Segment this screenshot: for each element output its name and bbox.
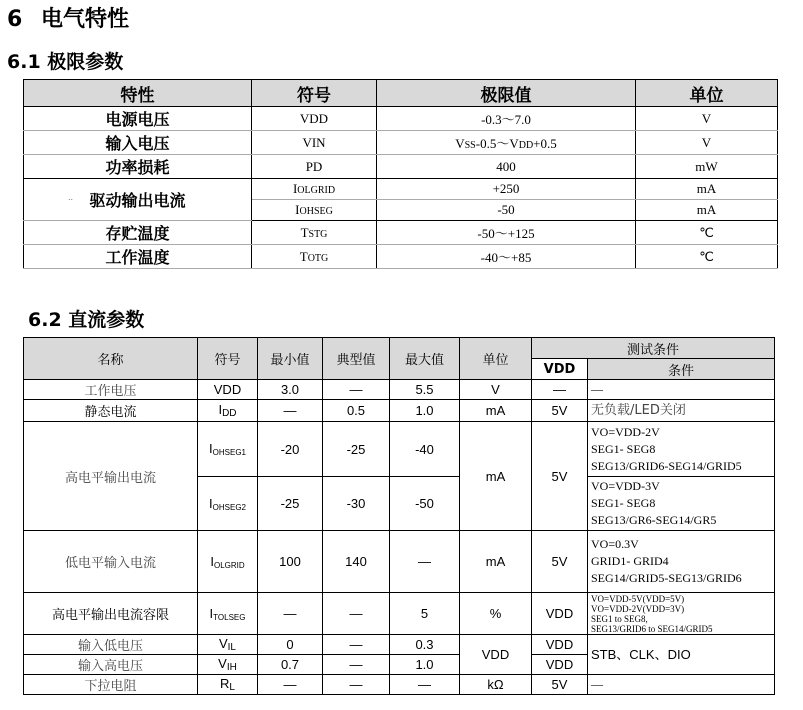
row-symbol: PD [252,155,377,179]
row-value [377,131,636,155]
row-max: — [390,675,460,695]
col-header-test-conditions: 测试条件 [532,338,775,359]
row-name: 高电平输出电流 [24,422,198,531]
row-symbol: $I_{OHSEG1}$ [198,422,258,477]
table-row [24,635,775,655]
row-symbol: VIN [252,131,377,155]
subsection-heading-dc: 6.2 直流参数 [28,309,145,331]
row-vdd: 5V [532,422,588,531]
symbol-subscript: OHSEG1 [212,448,246,457]
value-subscript: DD [518,140,534,151]
condition-line: SEG13/GRID6-SEG14/GRID5 [591,458,742,473]
row-max: — [390,531,460,593]
row-max: 1.0 [390,400,460,422]
row-unit: mA [636,200,778,221]
section-heading [7,2,129,33]
row-vdd: — [532,380,588,400]
col-header-unit: 单位 [460,338,532,380]
row-symbol: VDD [252,107,377,131]
row-unit: mA [460,422,532,531]
symbol-subscript: OTG [307,252,329,264]
table-row [24,155,778,179]
row-symbol: IOLGRID [252,179,377,200]
col-header-vdd: VDD [532,359,588,380]
row-value: 400 [377,155,636,179]
row-unit: V [636,107,778,131]
stray-mark: .. [68,193,74,202]
condition-line: GRID1- GRID4 [591,554,669,568]
condition-line: SEG1 to SEG8, [591,613,648,624]
value-text: +0.5 [533,136,557,151]
condition-line: SEG13/GRID6 to SEG14/GRID5 [591,623,713,634]
row-name: 输入高电压 [24,655,198,675]
row-vdd: VDD [532,655,588,675]
table-row [24,593,775,635]
row-symbol: $I_{OLGRID}$ [198,531,258,593]
col-header-typ: 典型值 [323,338,390,380]
table-row [24,179,778,200]
row-condition: — [588,380,775,400]
row-condition [588,477,775,531]
row-unit: % [460,593,532,635]
row-unit: V [636,131,778,155]
row-symbol: $I_{OHSEG2}$ [198,477,258,531]
row-typ: — [323,635,390,655]
row-min: 0 [258,635,323,655]
row-name: 输入低电压 [24,635,198,655]
row-max: -40 [390,422,460,477]
symbol-subscript: L [229,682,235,693]
symbol-subscript: TOLSEG [213,612,246,622]
table-header-row [24,338,775,359]
row-symbol: IOHSEG [252,200,377,221]
row-max: 0.3 [390,635,460,655]
row-min: — [258,675,323,695]
row-symbol: TOTG [252,245,377,269]
row-unit: mA [460,400,532,422]
row-symbol: VIH [198,655,258,675]
dc-parameters-table [23,337,775,695]
row-name: 工作温度 [24,245,252,269]
row-value: -50～+125 [377,221,636,245]
row-unit: mA [636,179,778,200]
symbol-subscript: OHSEG [299,206,333,217]
row-name: 静态电流 [24,400,198,422]
row-typ: 140 [323,531,390,593]
row-unit: V [460,380,532,400]
table-row [24,380,775,400]
row-min: 0.7 [258,655,323,675]
absolute-max-table [23,79,778,269]
row-min: — [258,400,323,422]
condition-line: VO=VDD-5V(VDD=5V) [591,593,685,604]
row-symbol: VIL [198,635,258,655]
condition-line: SEG13/GR6-SEG14/GR5 [591,513,717,527]
row-vdd: 5V [532,400,588,422]
row-condition: 无负载/LED关闭 [588,400,775,422]
row-typ: -25 [323,422,390,477]
row-unit: VDD [460,635,532,675]
symbol-subscript: OHSEG2 [212,502,246,512]
row-min: — [258,593,323,635]
row-typ: — [323,593,390,635]
row-name: 电源电压 [24,107,252,131]
col-header-name: 名称 [24,338,198,380]
row-unit: kΩ [460,675,532,695]
row-typ: — [323,380,390,400]
section-number: 6 [7,7,23,32]
symbol-subscript: IL [227,642,236,653]
symbol-subscript: STG [308,228,328,240]
symbol-subscript: IH [226,662,237,673]
table-row [24,245,778,269]
row-name: 低电平输入电流 [24,531,198,593]
condition-line: SEG1- SEG8 [591,496,656,510]
subsection-heading-abs: 6.1 极限参数 [7,51,124,73]
col-header-min: 最小值 [258,338,323,380]
col-header-max: 最大值 [390,338,460,380]
table-row [24,107,778,131]
row-name: 高电平输出电流容限 [24,593,198,635]
row-condition [588,531,775,593]
symbol-subscript: OLGRID [213,560,245,570]
row-max: 5.5 [390,380,460,400]
row-symbol: VDD [198,380,258,400]
row-max: -50 [390,477,460,531]
row-vdd: 5V [532,531,588,593]
condition-line: VO=VDD-2V [591,424,660,439]
row-typ: — [323,655,390,675]
row-name: 工作电压 [24,380,198,400]
condition-line: VO=VDD-3V [591,479,660,493]
row-unit: mA [460,531,532,593]
condition-line: VO=VDD-2V(VDD=3V) [591,603,685,614]
row-min: 3.0 [258,380,323,400]
col-header-symbol: 符号 [198,338,258,380]
row-symbol: RL [198,675,258,695]
row-value: -50 [377,200,636,221]
row-typ: — [323,675,390,695]
row-typ: -30 [323,477,390,531]
row-condition [588,593,775,635]
col-header-unit: 单位 [636,80,778,107]
value-text: V [509,136,519,151]
col-header-characteristic: 特性 [24,80,252,107]
row-min: -25 [258,477,323,531]
row-name: 功率损耗 [24,155,252,179]
row-max: 5 [390,593,460,635]
row-max: 1.0 [390,655,460,675]
row-unit: mW [636,155,778,179]
symbol-subscript: DD [222,408,237,419]
col-header-symbol: 符号 [252,80,377,107]
col-header-limit: 极限值 [377,80,636,107]
table-row [24,221,778,245]
condition-line: SEG14/GRID5-SEG13/GRID6 [591,571,742,585]
symbol-subscript: OLGRID [297,185,336,196]
col-header-condition: 条件 [588,359,775,380]
table-row [24,531,775,593]
value-subscript: SS [464,140,476,151]
row-symbol: $I_{TOLSEG}$ [198,593,258,635]
row-name: 存贮温度 [24,221,252,245]
value-text: V [455,136,465,151]
table-row [24,675,775,695]
row-condition: — [588,675,775,695]
table-header-row [24,80,778,107]
row-name-text: 驱动输出电流 [89,191,186,210]
row-min: -20 [258,422,323,477]
row-vdd: 5V [532,675,588,695]
table-row [24,422,775,477]
condition-line: VO=0.3V [591,537,639,551]
row-symbol: IDD [198,400,258,422]
row-name: 下拉电阻 [24,675,198,695]
row-unit: ℃ [636,245,778,269]
row-name [24,179,252,221]
row-name: 输入电压 [24,131,252,155]
condition-line: SEG1- SEG8 [591,441,656,456]
row-value: -40～+85 [377,245,636,269]
row-typ: 0.5 [323,400,390,422]
row-condition [588,422,775,477]
value-text: -0.5～ [475,136,510,151]
section-title: 电气特性 [41,7,130,32]
row-min: 100 [258,531,323,593]
row-condition: STB、CLK、DIO [588,635,775,675]
row-vdd: VDD [532,635,588,655]
row-value: +250 [377,179,636,200]
table-row [24,131,778,155]
row-unit: ℃ [636,221,778,245]
row-value: -0.3～7.0 [377,107,636,131]
table-row [24,400,775,422]
row-vdd: VDD [532,593,588,635]
row-symbol: TSTG [252,221,377,245]
